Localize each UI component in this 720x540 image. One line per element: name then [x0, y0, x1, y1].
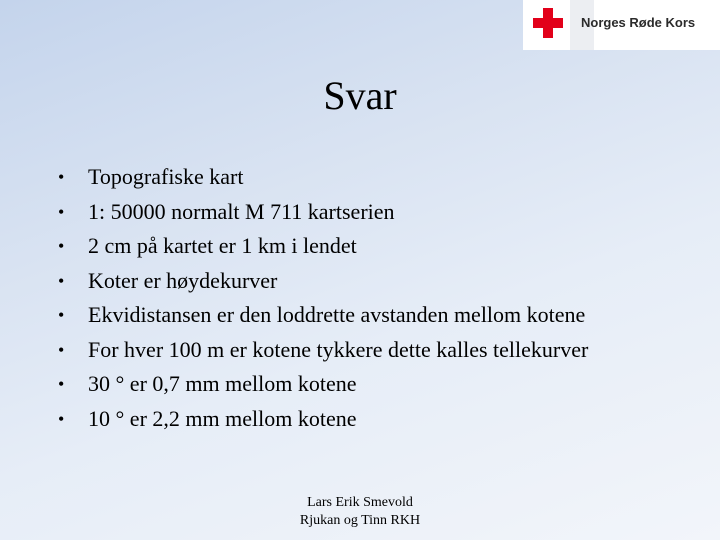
bullet-item: [58, 195, 588, 230]
footer-author: Lars Erik Smevold: [307, 495, 413, 510]
logo-text: Norges Røde Kors: [581, 15, 696, 30]
bullet-text: 10 ° er 2,2 mm mellom kotene: [88, 405, 357, 431]
bullet-list: [58, 160, 588, 436]
bullet-text: Topografiske kart: [88, 164, 244, 189]
bullet-dot: •: [58, 270, 65, 291]
slide-footer: [0, 494, 720, 530]
bullet-item: [58, 264, 588, 299]
bullet-text: For hver 100 m er kotene tykkere dette kalles tellekurver: [88, 336, 589, 362]
bullet-dot: •: [58, 167, 65, 187]
bullet-text: 2 cm på kartet er 1 km i lendet: [88, 233, 357, 258]
bullet-text: 1: 50000 normalt M 711 kartserien: [88, 198, 395, 224]
bullet-dot: •: [58, 374, 65, 394]
bullet-dot: •: [58, 408, 65, 429]
bullet-item: [58, 298, 588, 333]
red-cross-logo: [523, 0, 720, 50]
bullet-text: Koter er høydekurver: [88, 267, 278, 293]
bullet-text: 30 ° er 0,7 mm mellom kotene: [88, 371, 357, 396]
bullet-dot: •: [58, 201, 65, 222]
slide-title: Svar: [323, 73, 397, 118]
bullet-item: [58, 229, 588, 264]
bullet-item: [58, 160, 588, 195]
bullet-item: [58, 367, 588, 402]
red-cross-icon: [533, 8, 563, 38]
bullet-text: Ekvidistansen er den loddrette avstanden mellom kotene: [88, 302, 586, 327]
bullet-item: [58, 333, 588, 368]
bullet-item: [58, 402, 588, 437]
bullet-dot: •: [58, 236, 65, 256]
footer-organization: Rjukan og Tinn RKH: [299, 513, 421, 528]
bullet-dot: •: [58, 305, 65, 325]
bullet-dot: •: [58, 339, 65, 360]
